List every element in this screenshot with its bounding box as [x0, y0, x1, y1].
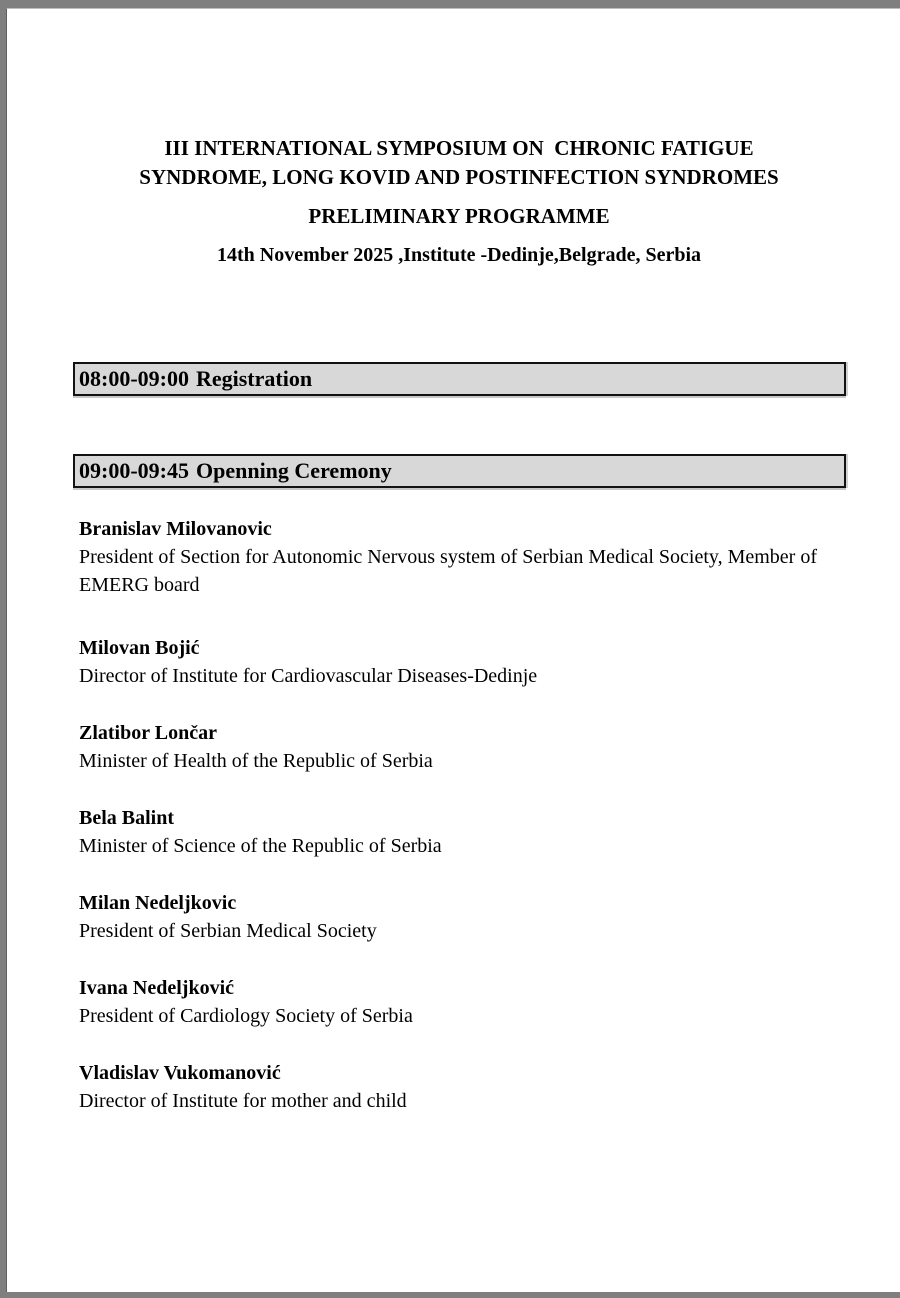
- speaker-name: Zlatibor Lončar: [79, 722, 217, 744]
- programme-subtitle: PRELIMINARY PROGRAMME: [308, 204, 610, 228]
- speaker-role: Director of Institute for Cardiovascular Diseases-Dedinje: [79, 665, 538, 687]
- symposium-title: [73, 9, 845, 270]
- speaker-entry: [79, 719, 845, 775]
- date-location-line: 14th November 2025 ,Institute -Dedinje,Belgrade, Serbia: [216, 244, 702, 266]
- speaker-name: Ivana Nedeljković: [79, 977, 234, 999]
- title-line-1: III INTERNATIONAL SYMPOSIUM ON CHRONIC FATIGUE: [164, 136, 754, 160]
- speaker-role: President of Serbian Medical Society: [79, 920, 377, 942]
- page-content: [7, 9, 900, 1115]
- opening-ceremony-session-label: Openning Ceremony: [195, 458, 392, 483]
- speaker-name: Milovan Bojić: [79, 637, 200, 659]
- title-line-2: SYNDROME, LONG KOVID AND POSTINFECTION SYNDROMES: [139, 165, 779, 189]
- speaker-name: Bela Balint: [79, 807, 175, 829]
- speaker-entry: [79, 804, 845, 860]
- document-page: [6, 8, 900, 1292]
- registration-time-range: 08:00-09:00: [79, 366, 189, 391]
- opening-ceremony-time-range: 09:00-09:45: [79, 458, 189, 483]
- speaker-entry: [79, 889, 845, 945]
- speaker-entry: [79, 974, 845, 1030]
- opening-ceremony-schedule-bar: [73, 454, 846, 488]
- speaker-name: Branislav Milovanovic: [79, 518, 272, 540]
- speaker-name: Vladislav Vukomanović: [79, 1062, 281, 1084]
- registration-schedule-bar: [73, 362, 846, 396]
- speaker-role: Minister of Science of the Republic of Serbia: [79, 835, 442, 857]
- speaker-entry: [79, 515, 845, 599]
- speaker-role: President of Cardiology Society of Serbia: [79, 1005, 413, 1027]
- speaker-name: Milan Nedeljkovic: [79, 892, 237, 914]
- speaker-entry: [79, 634, 845, 690]
- speaker-role: President of Section for Autonomic Nervous system of Serbian Medical Society, Member of EMERG board: [79, 546, 817, 596]
- speaker-entry: [79, 1059, 845, 1115]
- speaker-role: Director of Institute for mother and child: [79, 1090, 407, 1112]
- registration-session-label: Registration: [195, 366, 313, 391]
- speaker-role: Minister of Health of the Republic of Serbia: [79, 750, 433, 772]
- speakers-list: [79, 515, 845, 1115]
